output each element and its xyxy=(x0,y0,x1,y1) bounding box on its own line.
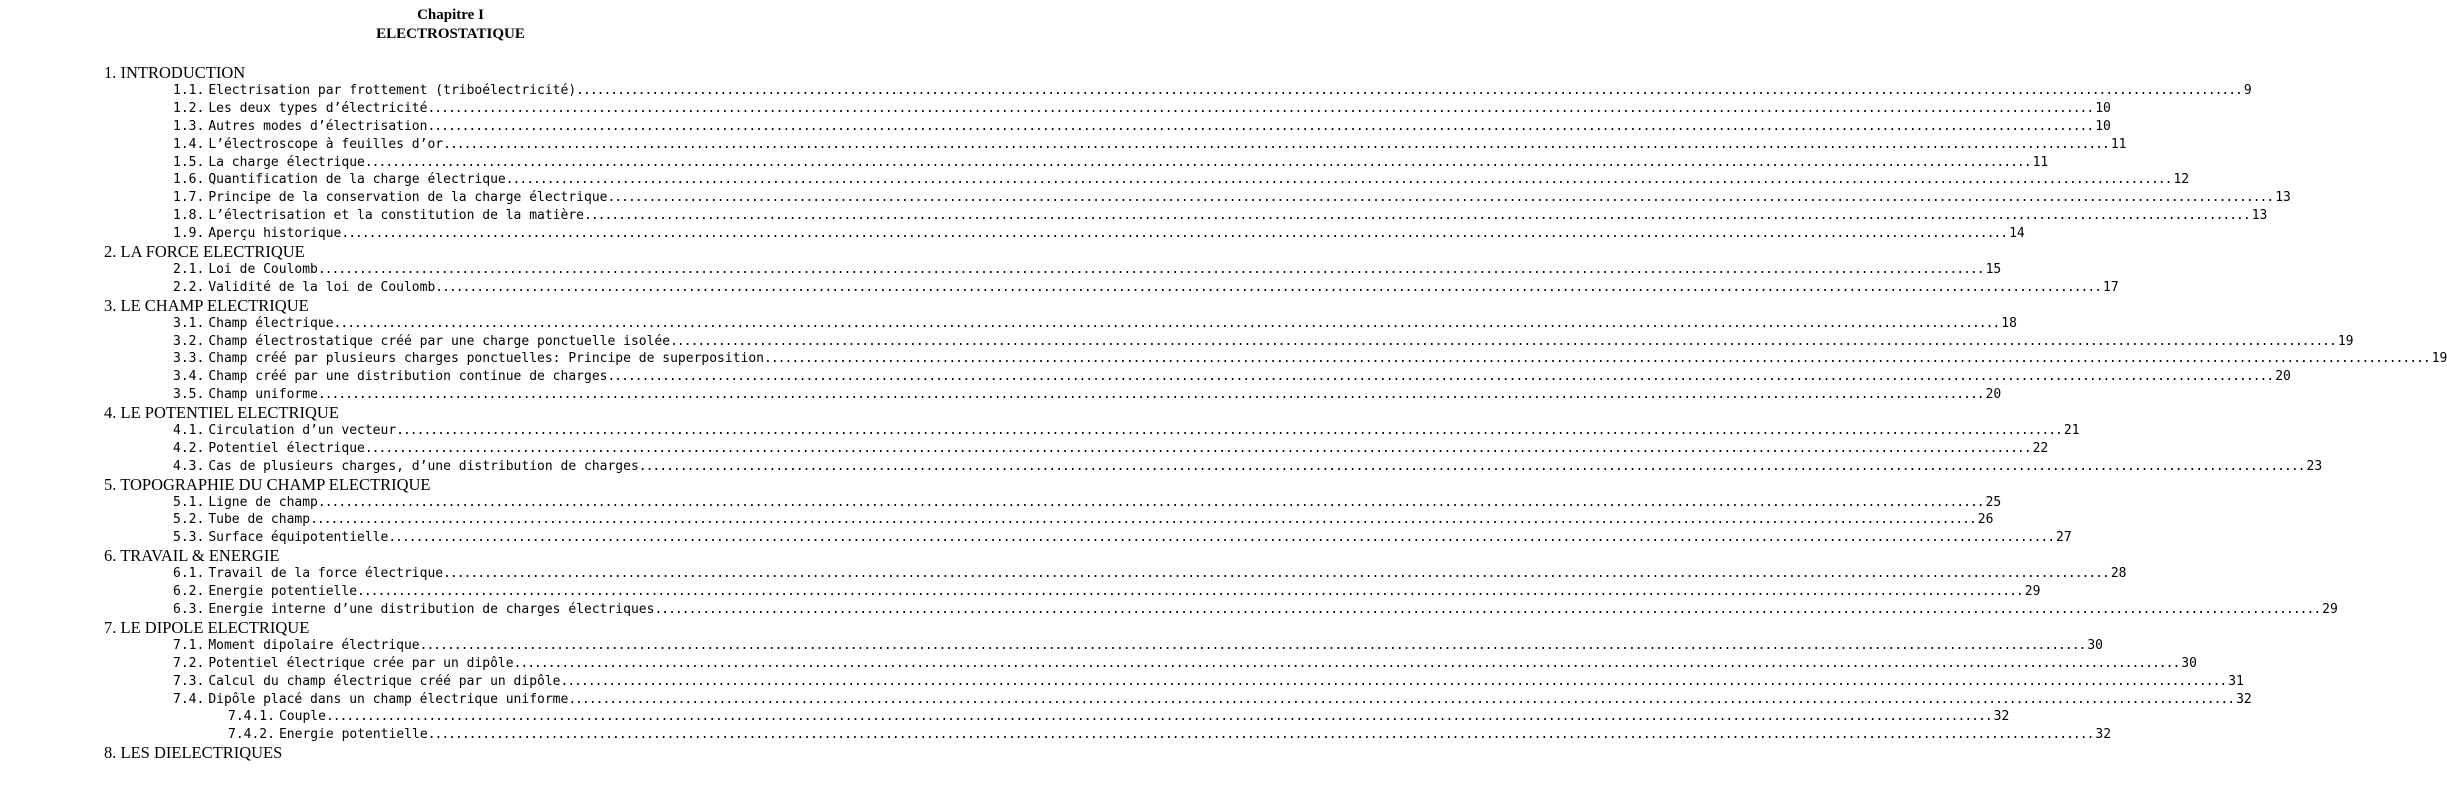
toc-entry-number: 5.2. xyxy=(173,512,205,527)
toc-entry-title: Validité de la loi de Coulomb xyxy=(208,280,436,295)
toc-entry-title: Couple xyxy=(278,709,326,724)
dot-leader xyxy=(670,333,2336,351)
dot-leader xyxy=(443,565,2109,583)
toc-entry xyxy=(173,315,2017,333)
dot-leader xyxy=(443,136,2109,154)
toc-entry-number: 7.1. xyxy=(173,638,205,653)
toc-page-number: 12 xyxy=(2173,172,2190,187)
toc-page-number: 31 xyxy=(2228,674,2244,689)
chapter-label: Chapitre I xyxy=(417,7,484,23)
toc-entry-title: Champ électrique xyxy=(208,316,334,331)
toc-entry-title: Principe de la conservation de la charge électrique xyxy=(208,190,608,205)
toc-page-number: 19 xyxy=(2431,351,2447,366)
toc-entry-title: Tube de champ xyxy=(208,512,311,527)
toc-section-heading: 1. INTRODUCTION xyxy=(104,63,246,82)
toc-entry-title: Surface équipotentielle xyxy=(208,530,389,545)
toc-entry-title: Energie interne d’une distribution de charges électriques xyxy=(208,602,655,617)
toc-entry xyxy=(173,511,1994,529)
toc-page-number: 29 xyxy=(2024,584,2041,599)
dot-leader xyxy=(561,673,2227,691)
toc-page-number: 9 xyxy=(2243,83,2252,98)
toc-section-heading: 7. LE DIPOLE ELECTRIQUE xyxy=(104,618,310,637)
dot-leader xyxy=(318,261,1984,279)
toc-subentry xyxy=(228,708,2010,726)
dot-leader xyxy=(427,118,2093,136)
toc-entry-title: L’électroscope à feuilles d’or xyxy=(208,137,444,152)
dot-leader xyxy=(764,350,2430,368)
toc-entry-number: 4.1. xyxy=(173,423,205,438)
toc-entry xyxy=(173,422,2080,440)
toc-entry xyxy=(173,189,2291,207)
toc-section-heading: 2. LA FORCE ELECTRIQUE xyxy=(104,242,305,261)
toc-section-heading: 3. LE CHAMP ELECTRIQUE xyxy=(104,296,309,315)
toc-section-heading: 6. TRAVAIL & ENERGIE xyxy=(104,546,280,565)
dot-leader xyxy=(584,207,2250,225)
dot-leader xyxy=(310,511,1976,529)
dot-leader xyxy=(365,154,2031,172)
toc-entry-title: Energie potentielle xyxy=(208,584,358,599)
toc-subentry xyxy=(228,726,2112,744)
toc-entry-title: La charge électrique xyxy=(208,155,365,170)
toc-entry-number: 6.2. xyxy=(173,584,205,599)
toc-entry xyxy=(173,637,2104,655)
dot-leader xyxy=(654,601,2320,619)
toc-entry-title: Loi de Coulomb xyxy=(208,262,318,277)
toc-entry-number: 7.4. xyxy=(173,692,205,707)
toc-page-number: 11 xyxy=(2032,155,2049,170)
chapter-header xyxy=(0,6,901,44)
dot-leader xyxy=(396,422,2062,440)
toc-entry xyxy=(173,583,2041,601)
toc-entry-number: 3.1. xyxy=(173,316,205,331)
dot-leader xyxy=(326,708,1992,726)
toc-page-number: 29 xyxy=(2322,602,2338,617)
toc-entry-number: 1.1. xyxy=(173,83,205,98)
toc-entry-title: Aperçu historique xyxy=(208,226,342,241)
toc-entry xyxy=(173,136,2127,154)
toc-entry-title: Calcul du champ électrique créé par un dipôle xyxy=(208,674,561,689)
toc-entry xyxy=(173,154,2049,172)
toc-entry xyxy=(173,458,2323,476)
toc-entry-number: 4.3. xyxy=(173,459,205,474)
toc-entry-title: L’électrisation et la constitution de la matière xyxy=(208,208,584,223)
chapter-title: ELECTROSTATIQUE xyxy=(376,26,525,42)
toc-entry xyxy=(173,565,2127,583)
toc-page-number: 27 xyxy=(2056,530,2072,545)
toc-entry-number: 4.2. xyxy=(173,441,205,456)
dot-leader xyxy=(365,440,2031,458)
toc-entry-title: Dipôle placé dans un champ électrique uniforme xyxy=(208,692,569,707)
toc-entry-title: Les deux types d’électricité xyxy=(208,101,428,116)
toc-entry xyxy=(173,118,2111,136)
toc-entry-number: 2.1. xyxy=(173,262,205,277)
toc-entry-number: 3.5. xyxy=(173,387,205,402)
toc-entry-number: 2.2. xyxy=(173,280,205,295)
dot-leader xyxy=(420,637,2086,655)
dot-leader xyxy=(318,494,1984,512)
toc-entry xyxy=(173,350,2447,368)
toc-entry-title: Electrisation par frottement (triboélectricité) xyxy=(208,83,577,98)
toc-entry-number: 7.4.2. xyxy=(228,727,275,742)
toc-entry-number: 1.2. xyxy=(173,101,205,116)
toc-entry-title: Potentiel électrique crée par un dipôle xyxy=(208,656,514,671)
toc-page-number: 32 xyxy=(2236,692,2252,707)
dot-leader xyxy=(639,458,2305,476)
toc-page-number: 21 xyxy=(2063,423,2080,438)
dot-leader xyxy=(334,315,2000,333)
toc-entry-title: Autres modes d’électrisation xyxy=(208,119,428,134)
toc-entry-title: Cas de plusieurs charges, d’une distribution de charges xyxy=(208,459,639,474)
toc-page-number: 15 xyxy=(1985,262,2002,277)
toc-page-number: 19 xyxy=(2337,334,2354,349)
toc-entry-number: 1.6. xyxy=(173,172,205,187)
dot-leader xyxy=(506,171,2172,189)
toc-entry-title: Champ créé par une distribution continue de charges xyxy=(208,369,608,384)
toc-entry xyxy=(173,279,2119,297)
toc-entry-title: Ligne de champ xyxy=(208,495,318,510)
toc-entry xyxy=(173,601,2338,619)
toc-entry xyxy=(173,368,2291,386)
toc-entry-title: Quantification de la charge électrique xyxy=(208,172,506,187)
dot-leader xyxy=(428,726,2094,744)
toc-entry xyxy=(173,333,2354,351)
toc-page-number: 10 xyxy=(2095,119,2111,134)
toc-entry-number: 3.3. xyxy=(173,351,205,366)
toc-entry-number: 6.1. xyxy=(173,566,205,581)
toc-entry xyxy=(173,691,2252,709)
toc-entry-number: 1.3. xyxy=(173,119,205,134)
toc-entry-title: Champ uniforme xyxy=(208,387,318,402)
toc-page-number: 30 xyxy=(2181,656,2197,671)
dot-leader xyxy=(514,655,2180,673)
toc-entry xyxy=(173,207,2268,225)
toc-entry-number: 3.2. xyxy=(173,334,205,349)
toc-page-number: 20 xyxy=(2275,369,2291,384)
toc-entry xyxy=(173,261,2002,279)
toc-entry-number: 3.4. xyxy=(173,369,205,384)
toc-entry xyxy=(173,673,2244,691)
toc-entry xyxy=(173,655,2197,673)
toc-page-number: 18 xyxy=(2001,316,2017,331)
dot-leader xyxy=(341,225,2007,243)
toc-entry-number: 1.4. xyxy=(173,137,205,152)
toc-entry-number: 1.9. xyxy=(173,226,205,241)
toc-entry xyxy=(173,529,2072,547)
toc-entry-number: 1.8. xyxy=(173,208,205,223)
toc-page-number: 32 xyxy=(1993,709,2010,724)
toc-entry-title: Travail de la force électrique xyxy=(208,566,444,581)
toc-entry-title: Champ électrostatique créé par une charge ponctuelle isolée xyxy=(208,334,671,349)
toc-entry-title: Moment dipolaire électrique xyxy=(208,638,420,653)
toc-entry xyxy=(173,82,2252,100)
toc-page-number: 20 xyxy=(1985,387,2002,402)
toc-section-heading: 5. TOPOGRAPHIE DU CHAMP ELECTRIQUE xyxy=(104,475,431,494)
toc-page-number: 10 xyxy=(2095,101,2111,116)
toc-entry-title: Energie potentielle xyxy=(278,727,428,742)
toc-entry xyxy=(173,494,2002,512)
toc-section-heading: 8. LES DIELECTRIQUES xyxy=(104,743,283,762)
toc-page-number: 25 xyxy=(1985,495,2002,510)
toc-page-number: 23 xyxy=(2306,459,2323,474)
dot-leader xyxy=(427,100,2093,118)
toc-entry-number: 1.7. xyxy=(173,190,205,205)
toc-entry-number: 5.3. xyxy=(173,530,205,545)
dot-leader xyxy=(568,691,2234,709)
toc-entry-title: Circulation d’un vecteur xyxy=(208,423,397,438)
toc-entry xyxy=(173,386,2002,404)
toc-entry-number: 7.2. xyxy=(173,656,205,671)
toc-page-number: 17 xyxy=(2103,280,2119,295)
dot-leader xyxy=(435,279,2101,297)
toc-page-number: 26 xyxy=(1977,512,1994,527)
toc-page-number: 13 xyxy=(2275,190,2291,205)
toc-page-number: 13 xyxy=(2251,208,2268,223)
toc-entry xyxy=(173,171,2190,189)
dot-leader xyxy=(607,368,2273,386)
dot-leader xyxy=(607,189,2273,207)
dot-leader xyxy=(576,82,2242,100)
toc-entry-number: 6.3. xyxy=(173,602,205,617)
toc-page-number: 32 xyxy=(2095,727,2112,742)
toc-page-number: 14 xyxy=(2009,226,2025,241)
toc-entry-title: Potentiel électrique xyxy=(208,441,365,456)
toc-entry-number: 7.4.1. xyxy=(228,709,275,724)
toc-section-heading: 4. LE POTENTIEL ELECTRIQUE xyxy=(104,403,339,422)
toc-entry xyxy=(173,100,2111,118)
dot-leader xyxy=(357,583,2023,601)
toc-entry xyxy=(173,440,2049,458)
toc-entry-number: 7.3. xyxy=(173,674,205,689)
dot-leader xyxy=(318,386,1984,404)
toc-entry-number: 1.5. xyxy=(173,155,205,170)
toc-entry-title: Champ créé par plusieurs charges ponctuelles: Principe de superposition xyxy=(208,351,765,366)
toc-entry-number: 5.1. xyxy=(173,495,205,510)
toc-page-number: 28 xyxy=(2110,566,2127,581)
toc-page-number: 11 xyxy=(2110,137,2127,152)
toc-entry xyxy=(173,225,2025,243)
toc-page-number: 30 xyxy=(2087,638,2104,653)
dot-leader xyxy=(388,529,2054,547)
toc-page-number: 22 xyxy=(2032,441,2049,456)
